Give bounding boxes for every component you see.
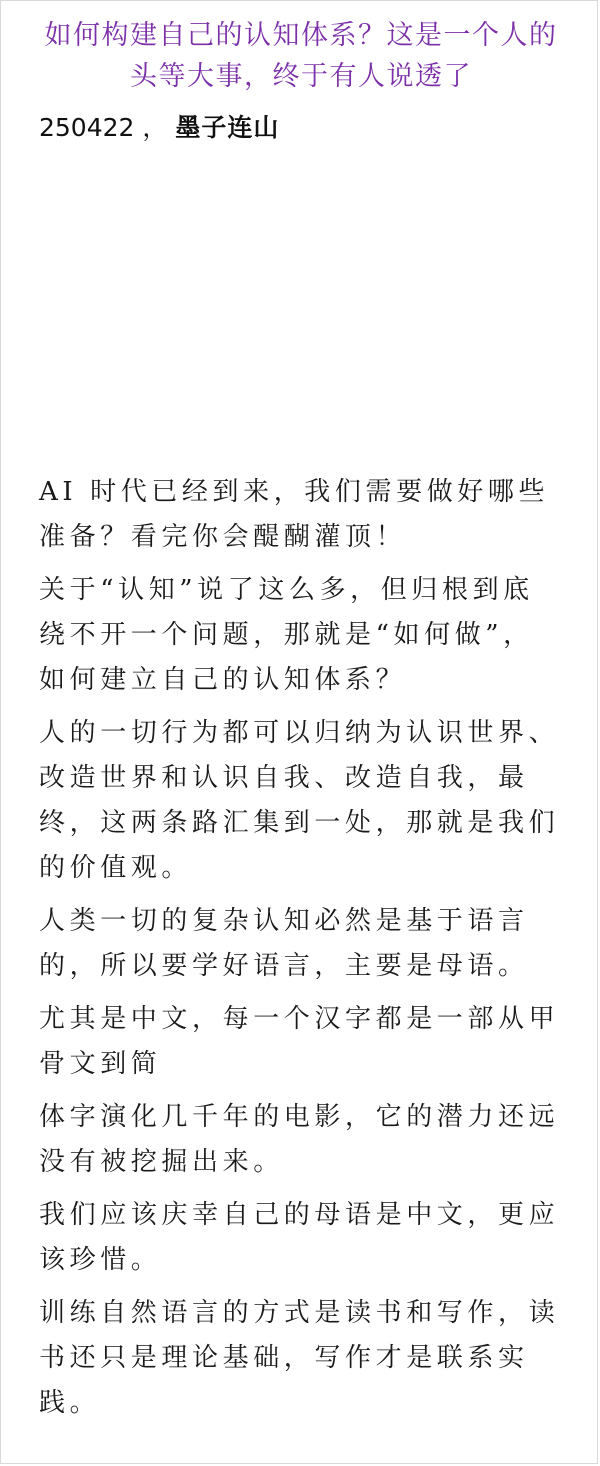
paragraph: AI 时代已经到来，我们需要做好哪些准备？看完你会醍醐灌顶！: [39, 477, 550, 552]
paragraph: 体字演化几千年的电影，它的潜力还远没有被挖掘出来。: [39, 1102, 560, 1177]
article-title: 如何构建自己的认知体系？这是一个人的头等大事，终于有人说透了: [44, 20, 558, 92]
author-name: 墨子连山: [175, 113, 280, 142]
article-body: [39, 470, 561, 1434]
paragraph: 关于“认知”说了这么多，但归根到底绕不开一个问题，那就是“如何做”，如何建立自己的认知体系？: [39, 575, 534, 695]
paragraph: 尤其是中文，每一个汉字都是一部从甲骨文到简: [39, 1004, 560, 1079]
paragraph: 人类一切的复杂认知必然是基于语言的，所以要学好语言，主要是母语。: [39, 906, 529, 981]
publish-date: 250422: [39, 113, 135, 142]
paragraph: 人的一切行为都可以归纳为认识世界、改造世界和认识自我、改造自我，最终，这两条路汇集到一处，那就是我们的价值观。: [39, 718, 560, 883]
paragraph: 训练自然语言的方式是读书和写作，读书还只是理论基础，写作才是联系实践。: [39, 1298, 560, 1418]
byline: [39, 111, 279, 145]
byline-separator: ，: [134, 113, 176, 142]
paragraph: 我们应该庆幸自己的母语是中文，更应该珍惜。: [39, 1200, 560, 1275]
